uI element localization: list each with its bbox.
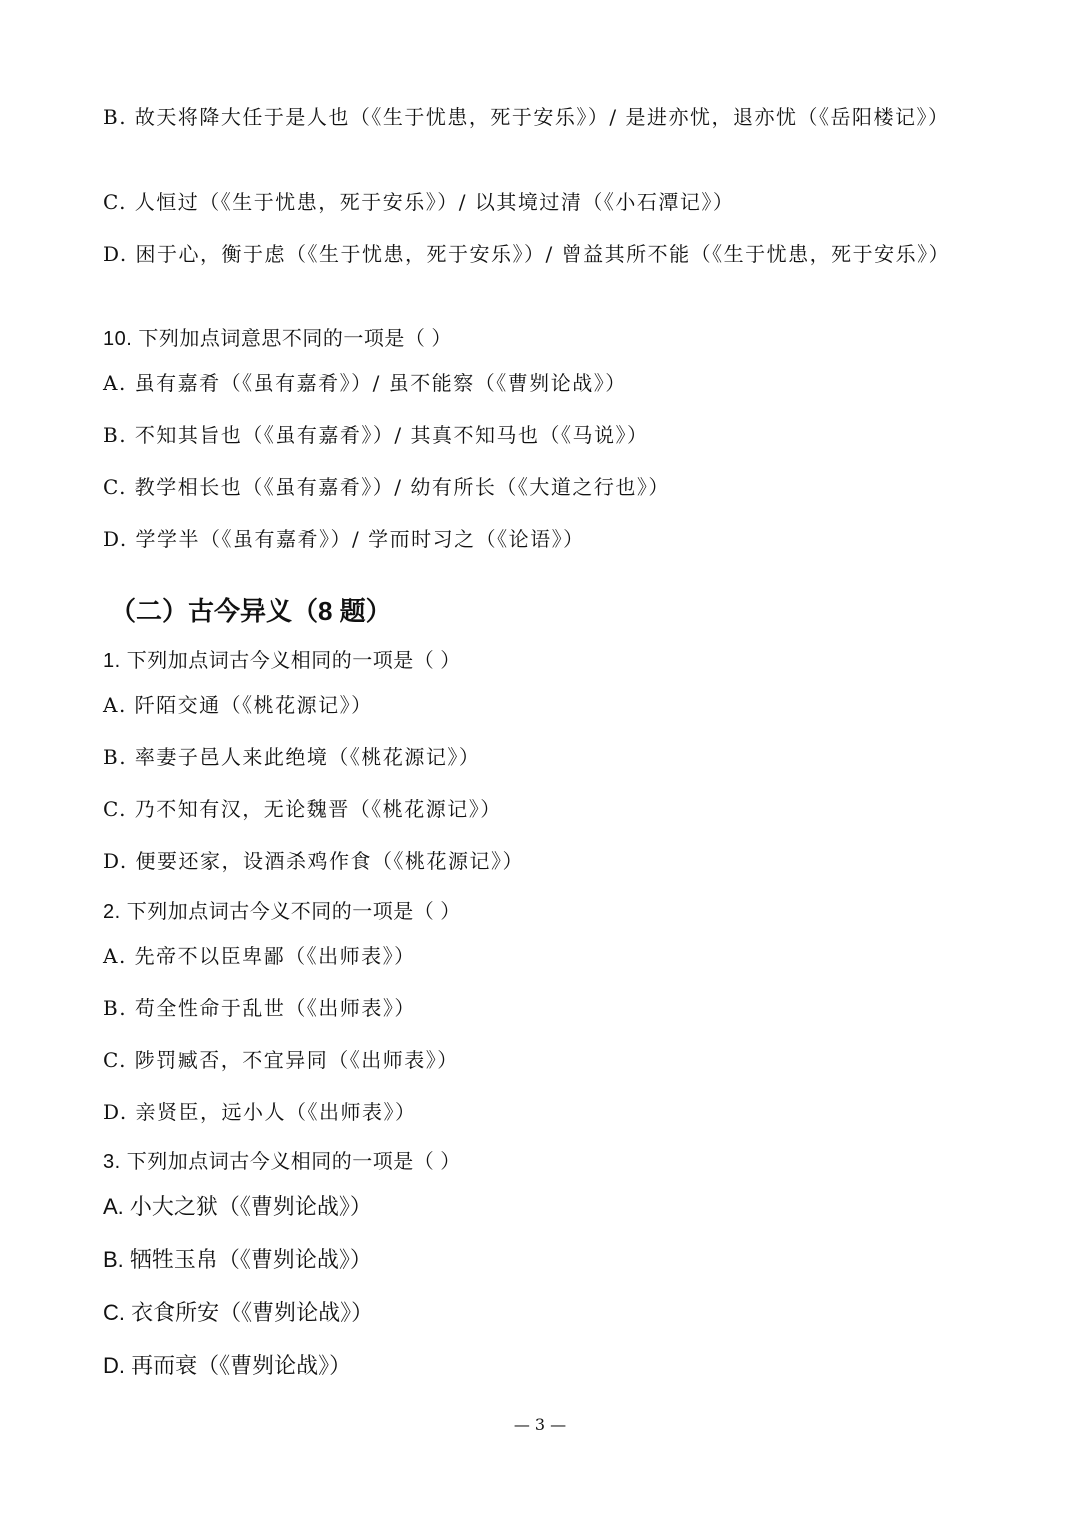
s2-q1-stem: 1. 下列加点词古今义相同的一项是（ ） xyxy=(103,650,461,672)
s2-q3-option-a: A. 小大之狱（《曹刿论战》） xyxy=(103,1194,372,1219)
s2-q2-option-c: C. 陟罚臧否，不宜异同（《出师表》） xyxy=(103,1048,459,1072)
s2-q3-stem: 3. 下列加点词古今义相同的一项是（ ） xyxy=(103,1151,461,1173)
q9-option-d: D. 困于心，衡于虑（《生于忧患，死于安乐》）/ 曾益其所不能（《生于忧患，死于安乐》） xyxy=(103,242,951,266)
s2-q1-option-d: D. 便要还家，设酒杀鸡作食（《桃花源记》） xyxy=(103,849,525,873)
s2-q2-stem: 2. 下列加点词古今义不同的一项是（ ） xyxy=(103,901,461,923)
s2-q2-option-a: A. 先帝不以臣卑鄙（《出师表》） xyxy=(103,944,416,968)
s2-q2-option-d: D. 亲贤臣，远小人（《出师表》） xyxy=(103,1100,417,1124)
q9-option-c: C. 人恒过（《生于忧患，死于安乐》）/ 以其境过清（《小石潭记》） xyxy=(103,190,735,214)
q10-option-d: D. 学学半（《虽有嘉肴》）/ 学而时习之（《论语》） xyxy=(103,527,585,551)
q10-option-b: B. 不知其旨也（《虽有嘉肴》）/ 其真不知马也（《马说》） xyxy=(103,423,649,447)
section-heading: （二）古今异义（8 题） xyxy=(110,596,392,626)
s2-q1-option-c: C. 乃不知有汉，无论魏晋（《桃花源记》） xyxy=(103,797,502,821)
s2-q2-option-b: B. 苟全性命于乱世（《出师表》） xyxy=(103,996,416,1020)
s2-q1-option-a: A. 阡陌交通（《桃花源记》） xyxy=(103,693,373,717)
s2-q3-option-b: B. 牺牲玉帛（《曹刿论战》） xyxy=(103,1247,372,1272)
q9-option-b: B. 故天将降大任于是人也（《生于忧患，死于安乐》）/ 是进亦忧，退亦忧（《岳阳楼记》） xyxy=(103,105,950,129)
s2-q3-option-d: D. 再而衰（《曹刿论战》） xyxy=(103,1353,352,1378)
page-number: — 3 — xyxy=(513,1415,567,1434)
q10-stem: 10. 下列加点词意思不同的一项是（ ） xyxy=(103,328,452,350)
s2-q3-option-c: C. 衣食所安（《曹刿论战》） xyxy=(103,1300,374,1325)
s2-q1-option-b: B. 率妻子邑人来此绝境（《桃花源记》） xyxy=(103,745,481,769)
q10-option-a: A. 虽有嘉肴（《虽有嘉肴》）/ 虽不能察（《曹刿论战》） xyxy=(103,371,627,395)
q10-option-c: C. 教学相长也（《虽有嘉肴》）/ 幼有所长（《大道之行也》） xyxy=(103,475,670,499)
